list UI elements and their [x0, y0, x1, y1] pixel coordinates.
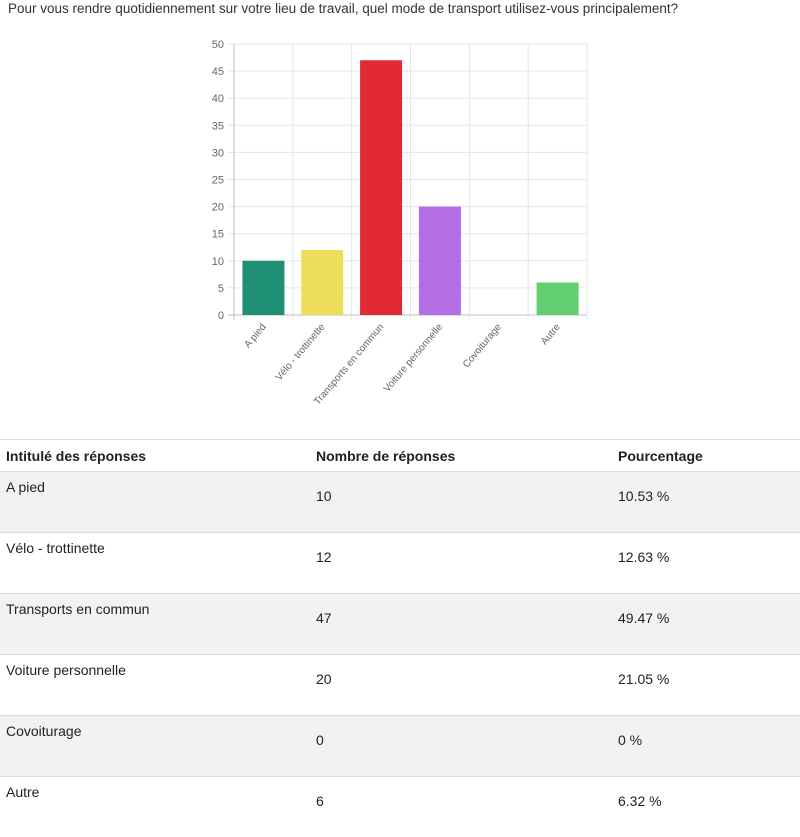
bar: [242, 261, 284, 315]
bar: [360, 60, 402, 315]
header-label: Intitulé des réponses: [0, 440, 310, 472]
row-percent: 49.47 %: [612, 594, 800, 655]
x-tick-label: Autre: [539, 322, 563, 348]
bar: [419, 207, 461, 315]
table-row: [0, 472, 800, 533]
bar: [301, 250, 343, 315]
y-tick-label: 45: [212, 66, 224, 78]
row-count: 0: [310, 716, 612, 777]
table-row: [0, 777, 800, 837]
row-label: Voiture personnelle: [0, 655, 310, 716]
y-tick-label: 50: [212, 39, 224, 51]
x-tick-label: A pied: [242, 322, 268, 350]
table-row: [0, 716, 800, 777]
row-label: A pied: [0, 472, 310, 533]
y-tick-label: 20: [212, 202, 224, 214]
x-tick-label: Vélo - trottinette: [274, 322, 328, 383]
table-row: [0, 594, 800, 655]
row-label: Vélo - trottinette: [0, 533, 310, 594]
row-count: 12: [310, 533, 612, 594]
header-percent: Pourcentage: [612, 440, 800, 472]
y-tick-label: 30: [212, 147, 224, 159]
bar: [537, 282, 579, 315]
results-table: [0, 439, 800, 837]
header-count: Nombre de réponses: [310, 440, 612, 472]
x-tick-label: Covoiturage: [461, 322, 504, 371]
row-percent: 6.32 %: [612, 777, 800, 837]
x-axis-ticks: [242, 322, 563, 408]
row-count: 47: [310, 594, 612, 655]
row-count: 10: [310, 472, 612, 533]
row-percent: 21.05 %: [612, 655, 800, 716]
row-count: 20: [310, 655, 612, 716]
y-tick-label: 0: [218, 310, 224, 322]
row-label: Autre: [0, 777, 310, 837]
y-tick-label: 10: [212, 256, 224, 268]
y-tick-label: 40: [212, 93, 224, 105]
row-percent: 10.53 %: [612, 472, 800, 533]
y-tick-label: 25: [212, 175, 224, 187]
question-title: Pour vous rendre quotidiennement sur votre lieu de travail, quel mode de transport utilisez-vous principalement?: [8, 1, 678, 16]
table-header-row: [0, 440, 800, 472]
row-count: 6: [310, 777, 612, 837]
x-tick-label: Voiture personnelle: [382, 322, 446, 395]
row-percent: 0 %: [612, 716, 800, 777]
table-row: [0, 655, 800, 716]
y-tick-label: 15: [212, 229, 224, 241]
row-label: Covoiturage: [0, 716, 310, 777]
row-label: Transports en commun: [0, 594, 310, 655]
table-row: [0, 533, 800, 594]
y-axis-ticks: [212, 39, 224, 322]
y-tick-label: 35: [212, 120, 224, 132]
x-tick-label: Transports en commun: [312, 322, 386, 408]
row-percent: 12.63 %: [612, 533, 800, 594]
y-tick-label: 5: [218, 283, 224, 295]
